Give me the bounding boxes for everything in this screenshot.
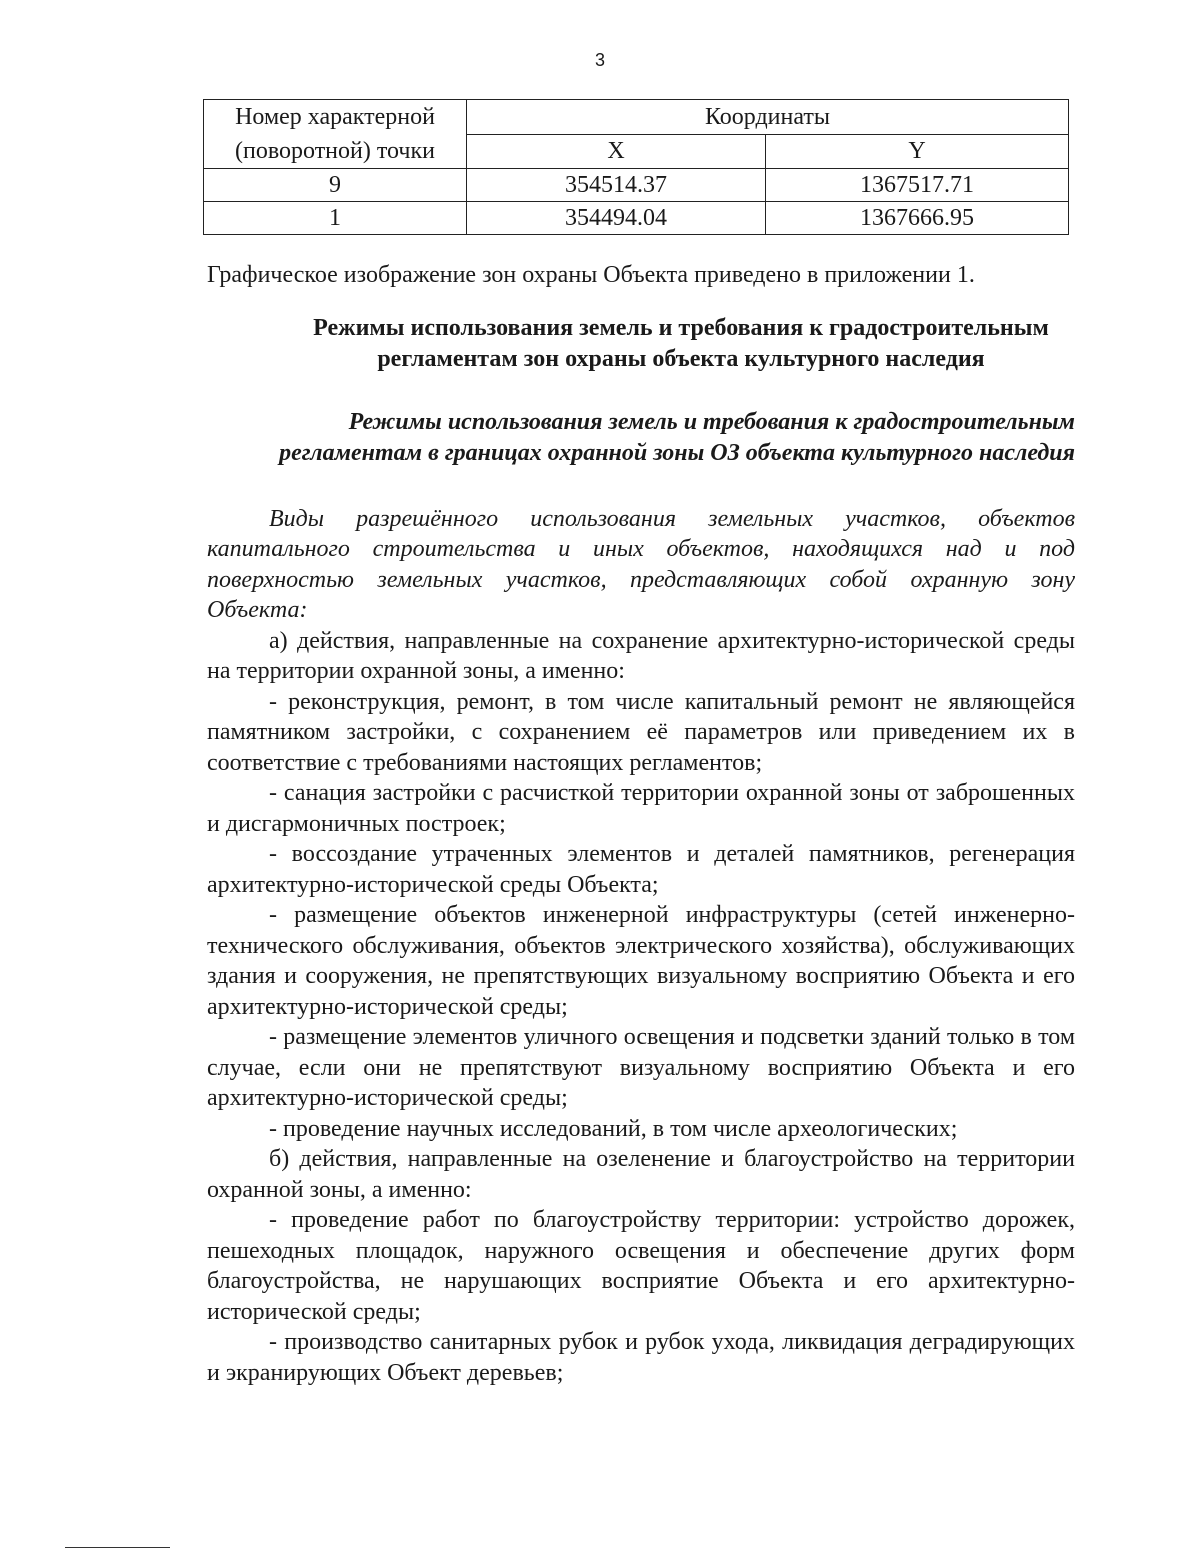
- paragraph: - размещение элементов уличного освещения и подсветки зданий только в том случае, если они не препятствуют визуальному восприятию Объекта и его архитектурно-исторической среды;: [207, 1024, 1075, 1111]
- footnote-rule: [65, 1547, 170, 1548]
- coordinates-table: [203, 99, 1069, 235]
- page-number: 3: [594, 50, 605, 70]
- header-x: X: [467, 134, 766, 169]
- cell-x: 354514.37: [467, 169, 766, 202]
- paragraph: - размещение объектов инженерной инфраструктуры (сетей инженерно-технического обслуживания, объектов электрического хозяйства), обслуживающих здания и сооружения, не препятствующих визуальному восприятию Объекта и его архитектурно-исторической среды;: [207, 902, 1075, 1020]
- paragraph: - воссоздание утраченных элементов и деталей памятников, регенерация архитектурно-исторической среды Объекта;: [207, 841, 1075, 898]
- paragraph: - производство санитарных рубок и рубок ухода, ликвидация деградирующих и экранирующих Объект деревьев;: [207, 1329, 1075, 1386]
- cell-x: 354494.04: [467, 202, 766, 235]
- paragraph: - проведение работ по благоустройству территории: устройство дорожек, пешеходных площадок, наружного освещения и обеспечение других форм благоустройства, не нарушающих восприятие Объекта и его архитектурно-исторической среды;: [207, 1207, 1075, 1325]
- cell-point: 1: [204, 202, 467, 235]
- table-header-row: [204, 100, 1069, 135]
- header-y: Y: [766, 134, 1069, 169]
- table-row: [204, 202, 1069, 235]
- section-title: Режимы использования земель и требования к градостроительным регламентам зон охраны объекта культурного наследия: [313, 314, 1049, 372]
- paragraph: а) действия, направленные на сохранение архитектурно-исторической среды на территории охранной зоны, а именно:: [207, 627, 1075, 684]
- subsection-title: Режимы использования земель и требования к градостроительным регламентам в границах охранной зоны ОЗ объекта культурного наследия: [279, 408, 1075, 466]
- cell-y: 1367666.95: [766, 202, 1069, 235]
- header-coordinates: Координаты: [467, 100, 1069, 135]
- table-row: [204, 169, 1069, 202]
- lead-paragraph: Виды разрешённого использования земельных участков, объектов капитального строительства и иных объектов, находящихся над и под поверхностью земельных участков, представляющих собой охранную зону Объекта:: [207, 505, 1075, 623]
- header-point-number: Номер характерной (поворотной) точки: [204, 100, 467, 169]
- cell-y: 1367517.71: [766, 169, 1069, 202]
- paragraph: - реконструкция, ремонт, в том числе капитальный ремонт не являющейся памятником застройки, с сохранением её параметров или приведением их в соответствие с требованиями настоящих регламентов;: [207, 688, 1075, 776]
- document-body: [207, 260, 1075, 1388]
- intro-text: Графическое изображение зон охраны Объекта приведено в приложении 1.: [207, 262, 975, 288]
- cell-point: 9: [204, 169, 467, 202]
- paragraph: - санация застройки с расчисткой территории охранной зоны от заброшенных и дисгармоничных построек;: [207, 780, 1075, 837]
- paragraph: б) действия, направленные на озеленение и благоустройство на территории охранной зоны, а именно:: [207, 1146, 1075, 1203]
- paragraph: - проведение научных исследований, в том числе археологических;: [269, 1115, 958, 1142]
